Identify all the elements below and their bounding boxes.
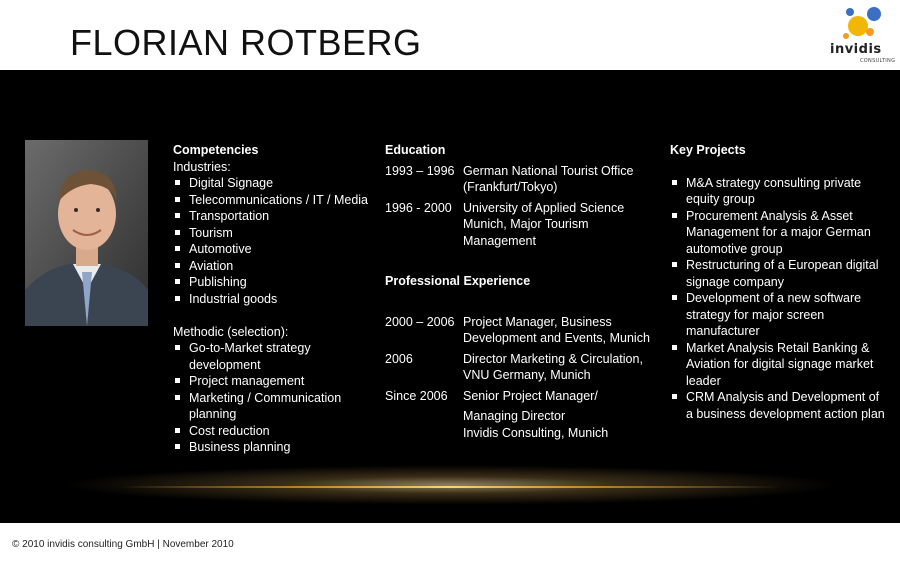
education-text: German National Tourist Office (Frankfurt/Tokyo) xyxy=(463,163,634,194)
experience-continuation-line: Invidis Consulting, Munich xyxy=(463,425,609,440)
list-item: Development of a new software strategy for major screen manufacturer xyxy=(670,290,885,340)
competencies-column xyxy=(173,142,373,456)
list-item: Digital Signage xyxy=(173,175,373,192)
competencies-heading: Competencies xyxy=(173,143,259,157)
experience-text: Project Manager, Business Development and Events, Munich xyxy=(463,314,650,345)
list-item: Business planning xyxy=(173,439,373,456)
projects-heading: Key Projects xyxy=(670,143,746,157)
experience-heading: Professional Experience xyxy=(385,274,531,288)
list-item: Tourism xyxy=(173,225,373,242)
education-experience-column xyxy=(385,142,655,441)
list-item: CRM Analysis and Development of a business development action plan xyxy=(670,389,885,422)
education-years: 1996 - 2000 xyxy=(385,200,452,215)
industries-label: Industries: xyxy=(173,159,231,174)
list-item: Telecommunications / IT / Media xyxy=(173,192,373,209)
education-text: University of Applied Science Munich, Major Tourism Management xyxy=(463,200,625,248)
light-line xyxy=(120,486,780,488)
profile-photo xyxy=(25,140,148,326)
experience-text: Director Marketing & Circulation, VNU Germany, Munich xyxy=(463,351,643,382)
list-item: Aviation xyxy=(173,258,373,275)
experience-row xyxy=(385,314,655,347)
list-item: Automotive xyxy=(173,241,373,258)
education-row xyxy=(385,163,655,196)
light-glow xyxy=(60,465,840,505)
experience-years: Since 2006 xyxy=(385,388,448,403)
footer-copyright: © 2010 invidis consulting GmbH | November 2010 xyxy=(12,539,234,550)
list-item: Marketing / Communication planning xyxy=(173,390,373,423)
invidis-logo xyxy=(828,4,894,66)
list-item: Go-to-Market strategy development xyxy=(173,340,373,373)
logo-subtext: CONSULTING xyxy=(860,58,896,64)
list-item: Restructuring of a European digital signage company xyxy=(670,257,885,290)
logo-mark-icon xyxy=(828,4,894,44)
experience-years: 2000 – 2006 xyxy=(385,314,455,329)
experience-row xyxy=(385,388,655,405)
experience-row xyxy=(385,351,655,384)
experience-text: Senior Project Manager/ xyxy=(463,388,598,403)
education-years: 1993 – 1996 xyxy=(385,163,455,178)
logo-text: invidis xyxy=(830,42,882,57)
methodic-label: Methodic (selection): xyxy=(173,324,289,339)
education-heading: Education xyxy=(385,143,446,157)
experience-continuation xyxy=(385,408,655,441)
experience-years: 2006 xyxy=(385,351,413,366)
list-item: Industrial goods xyxy=(173,291,373,308)
list-item: Cost reduction xyxy=(173,423,373,440)
projects-column xyxy=(670,142,885,422)
list-item: Transportation xyxy=(173,208,373,225)
list-item: Procurement Analysis & Asset Management for a major German automotive group xyxy=(670,208,885,258)
industries-list xyxy=(173,175,373,307)
list-item: M&A strategy consulting private equity group xyxy=(670,175,885,208)
list-item: Project management xyxy=(173,373,373,390)
page-title: FLORIAN ROTBERG xyxy=(70,22,422,63)
education-row xyxy=(385,200,655,250)
experience-continuation-line: Managing Director xyxy=(463,409,566,423)
header xyxy=(0,0,900,70)
projects-list xyxy=(670,175,885,423)
methodic-list xyxy=(173,340,373,456)
content-panel xyxy=(0,70,900,523)
list-item: Publishing xyxy=(173,274,373,291)
list-item: Market Analysis Retail Banking & Aviation for digital signage market leader xyxy=(670,340,885,390)
